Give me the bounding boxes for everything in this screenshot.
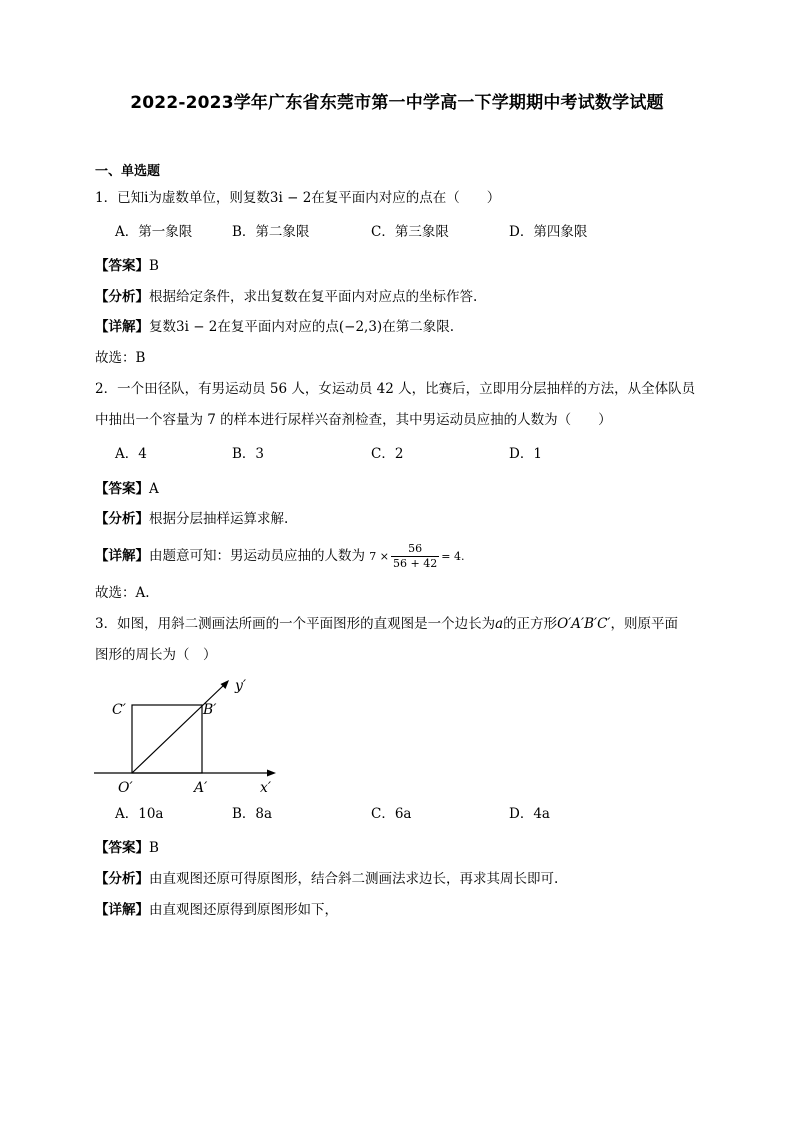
q1-answer [95, 257, 159, 275]
q3-answer [95, 839, 159, 857]
q2-option-a: A．4 [115, 446, 147, 462]
fraction-numerator: 56 [391, 542, 439, 557]
q3-answer-value: B [149, 840, 159, 856]
x-axis-arrow [267, 770, 276, 777]
q3-stem-prefix: 3．如图，用斜二测画法所画的一个平面图形的直观图是一个边长为 [95, 616, 496, 632]
formula-fraction [391, 542, 439, 571]
label-c: C′ [112, 702, 126, 718]
q2-answer-value: A [149, 481, 159, 497]
q2-analysis [95, 510, 288, 528]
q1-conclusion: 故选：B [95, 350, 146, 366]
detail-label: 【详解】 [95, 548, 149, 564]
detail-label: 【详解】 [95, 902, 149, 918]
fraction-denominator: 56 + 42 [393, 557, 438, 570]
q3-option-a: A．10a [115, 806, 164, 822]
q1-answer-value: B [149, 258, 159, 274]
q3-detail [95, 901, 338, 919]
q2-analysis-text: 根据分层抽样运算求解. [149, 511, 289, 527]
q1-option-d: D．第四象限 [509, 224, 588, 240]
q1-stem: 1．已知i为虚数单位，则复数3i − 2在复平面内对应的点在（ ） [95, 190, 501, 206]
q3-option-b: B．8a [232, 806, 273, 822]
q2-detail-text: 由题意可知：男运动员应抽的人数为 [149, 548, 365, 564]
q3-detail-text: 由直观图还原得到原图形如下， [149, 902, 338, 918]
section-heading: 一、单选题 [95, 164, 161, 179]
q3-option-d: D．4a [509, 806, 550, 822]
analysis-label: 【分析】 [95, 871, 149, 887]
analysis-label: 【分析】 [95, 511, 149, 527]
answer-label: 【答案】 [95, 840, 149, 856]
page-title: 2022-2023学年广东省东莞市第一中学高一下学期期中考试数学试题 [130, 93, 664, 113]
formula-tail: = 4. [441, 550, 465, 563]
q3-option-c: C．6a [371, 806, 412, 822]
q1-option-a: A．第一象限 [115, 224, 193, 240]
q3-analysis [95, 870, 558, 888]
q2-option-c: C．2 [371, 446, 404, 462]
q3-stem-suffix: ，则原平面 [610, 616, 678, 632]
q3-stem-line1 [95, 615, 678, 633]
label-x: x′ [260, 780, 272, 796]
q3-oblique-figure [90, 672, 290, 800]
q1-option-b: B．第二象限 [232, 224, 310, 240]
q1-detail-text: 复数3i − 2在复平面内对应的点(−2,3)在第二象限. [149, 319, 454, 335]
label-b: B′ [203, 702, 217, 718]
q3-stem-mid: 的正方形 [503, 616, 558, 632]
label-o: O′ [118, 780, 133, 796]
q3-stem-line2: 图形的周长为（ ） [95, 647, 217, 663]
q2-option-d: D．1 [509, 446, 542, 462]
answer-label: 【答案】 [95, 481, 149, 497]
label-a: A′ [194, 780, 208, 796]
y-axis [132, 684, 225, 773]
q2-detail [95, 538, 464, 575]
formula-lead: 7 × [369, 550, 390, 563]
analysis-label: 【分析】 [95, 289, 149, 305]
q2-option-b: B．3 [232, 446, 265, 462]
q2-stem-line1: 2．一个田径队，有男运动员 56 人，女运动员 42 人，比赛后，立即用分层抽样的方法，从全体队员 [95, 381, 696, 397]
answer-label: 【答案】 [95, 258, 149, 274]
q1-detail [95, 318, 454, 336]
q1-analysis [95, 288, 477, 306]
q3-stem-var: a [495, 616, 504, 632]
q2-answer [95, 480, 159, 498]
q3-analysis-text: 由直观图还原可得原图形，结合斜二测画法求边长，再求其周长即可. [149, 871, 559, 887]
q1-option-c: C．第三象限 [371, 224, 449, 240]
q2-stem-line2: 中抽出一个容量为 7 的样本进行尿样兴奋剂检查，其中男运动员应抽的人数为（ ） [95, 412, 612, 428]
detail-label: 【详解】 [95, 319, 149, 335]
label-y: y′ [235, 678, 247, 694]
q2-conclusion: 故选：A. [95, 585, 150, 601]
q3-stem-shape: O′A′B′C′ [557, 616, 611, 632]
q1-analysis-text: 根据给定条件，求出复数在复平面内对应点的坐标作答. [149, 289, 478, 305]
